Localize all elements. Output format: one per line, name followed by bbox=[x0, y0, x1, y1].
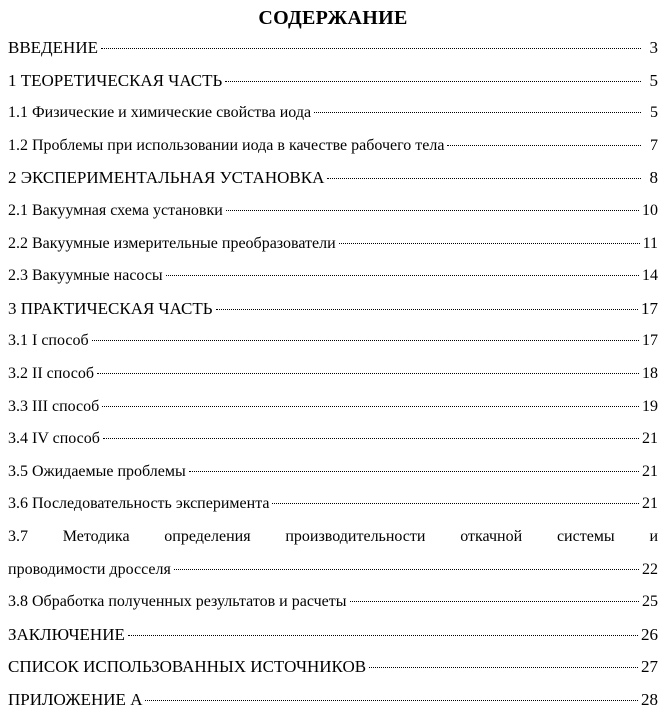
toc-page-number: 28 bbox=[641, 689, 658, 709]
dot-leader bbox=[225, 81, 641, 82]
toc-page-number: 7 bbox=[650, 136, 658, 154]
toc-entry-label: 3.6 Последовательность эксперимента bbox=[8, 495, 270, 513]
toc-entry[interactable] bbox=[8, 619, 658, 652]
toc-page-number: 3 bbox=[649, 38, 658, 57]
dot-leader bbox=[369, 667, 638, 668]
toc-entry[interactable] bbox=[8, 391, 658, 424]
toc-entry-label: 1.1 Физические и химические свойства иода bbox=[8, 104, 312, 122]
dot-leader bbox=[339, 243, 640, 244]
toc-entry-label: 3.2 II способ bbox=[8, 364, 94, 382]
dot-leader bbox=[447, 145, 641, 146]
toc-page-number: 21 bbox=[642, 462, 658, 480]
toc-entry-label: 2.1 Вакуумная схема установки bbox=[8, 201, 223, 219]
toc-entry-label: 2 ЭКСПЕРИМЕНТАЛЬНАЯ УСТАНОВКА bbox=[8, 168, 325, 188]
dot-leader bbox=[166, 275, 639, 276]
toc-entry[interactable] bbox=[8, 488, 658, 521]
dot-leader bbox=[174, 569, 639, 570]
toc-entry[interactable] bbox=[8, 228, 658, 261]
toc-entry-label: 2.3 Вакуумные насосы bbox=[8, 267, 163, 285]
toc-entry[interactable] bbox=[8, 423, 658, 456]
toc-entry-label: СПИСОК ИСПОЛЬЗОВАННЫХ ИСТОЧНИКОВ bbox=[8, 657, 367, 677]
toc-entry-label-line1: 3.7 Методика определения производительности откачной системы и bbox=[8, 527, 658, 545]
toc-page-number: 5 bbox=[650, 104, 658, 122]
dot-leader bbox=[350, 601, 639, 602]
toc-entry-label: 3.3 III способ bbox=[8, 397, 100, 415]
dot-leader bbox=[327, 178, 641, 179]
toc-page-number: 11 bbox=[642, 234, 658, 252]
toc-entry[interactable] bbox=[8, 358, 658, 391]
toc-entry-label: 3 ПРАКТИЧЕСКАЯ ЧАСТЬ bbox=[8, 298, 213, 318]
toc-page-number: 14 bbox=[642, 267, 658, 285]
toc-entry-label: 3.4 IV способ bbox=[8, 430, 100, 448]
dot-leader bbox=[97, 373, 639, 374]
toc-entry-multiline[interactable] bbox=[8, 521, 658, 586]
toc-page-number: 19 bbox=[642, 397, 658, 415]
dot-leader bbox=[216, 309, 638, 310]
toc-page-number: 26 bbox=[641, 624, 658, 644]
toc-page bbox=[8, 6, 658, 716]
toc-entry-label: ВВЕДЕНИЕ bbox=[8, 38, 98, 57]
toc-page-number: 10 bbox=[642, 201, 658, 219]
dot-leader bbox=[128, 635, 638, 636]
toc-entry-line2 bbox=[8, 554, 658, 587]
toc-entry[interactable] bbox=[8, 260, 658, 293]
dot-leader bbox=[102, 406, 639, 407]
toc-entry[interactable] bbox=[8, 651, 658, 684]
toc-entry[interactable] bbox=[8, 130, 658, 163]
toc-page-number: 18 bbox=[642, 364, 658, 382]
toc-page-number: 5 bbox=[649, 70, 658, 90]
toc-entry[interactable] bbox=[8, 586, 658, 619]
dot-leader bbox=[145, 700, 638, 701]
toc-entry[interactable] bbox=[8, 456, 658, 489]
toc-entry-label: 3.8 Обработка полученных результатов и расчеты bbox=[8, 593, 347, 611]
toc-page-number: 17 bbox=[642, 332, 658, 350]
toc-entry-label: 3.1 I способ bbox=[8, 332, 89, 350]
dot-leader bbox=[314, 112, 641, 113]
toc-entry-label: ЗАКЛЮЧЕНИЕ bbox=[8, 624, 125, 644]
toc-entry-label: 2.2 Вакуумные измерительные преобразователи bbox=[8, 234, 336, 252]
toc-entry-label: 3.5 Ожидаемые проблемы bbox=[8, 462, 186, 480]
dot-leader bbox=[103, 438, 639, 439]
toc-entry-label-line2: проводимости дросселя bbox=[8, 560, 171, 578]
dot-leader bbox=[101, 48, 641, 49]
toc-entry[interactable] bbox=[8, 293, 658, 326]
toc-page-number: 22 bbox=[642, 560, 658, 578]
toc-entry[interactable] bbox=[8, 32, 658, 65]
toc-entry[interactable] bbox=[8, 65, 658, 98]
toc-entry-label: ПРИЛОЖЕНИЕ А bbox=[8, 689, 143, 709]
toc-entry[interactable] bbox=[8, 195, 658, 228]
toc-page-number: 27 bbox=[641, 657, 658, 677]
dot-leader bbox=[226, 210, 639, 211]
dot-leader bbox=[272, 503, 639, 504]
toc-entry-label: 1 ТЕОРЕТИЧЕСКАЯ ЧАСТЬ bbox=[8, 70, 223, 90]
toc-entry[interactable] bbox=[8, 325, 658, 358]
dot-leader bbox=[92, 340, 639, 341]
toc-page-number: 21 bbox=[642, 430, 658, 448]
toc-page-number: 8 bbox=[649, 168, 658, 188]
toc-entry-label: 1.2 Проблемы при использовании иода в качестве рабочего тела bbox=[8, 136, 445, 154]
toc-entry[interactable] bbox=[8, 162, 658, 195]
toc-entry[interactable] bbox=[8, 97, 658, 130]
dot-leader bbox=[189, 471, 639, 472]
table-of-contents bbox=[8, 32, 658, 716]
page-title: СОДЕРЖАНИЕ bbox=[258, 7, 408, 29]
toc-page-number: 21 bbox=[642, 495, 658, 513]
toc-page-number: 17 bbox=[641, 298, 658, 318]
toc-page-number: 25 bbox=[642, 593, 658, 611]
toc-entry[interactable] bbox=[8, 684, 658, 716]
